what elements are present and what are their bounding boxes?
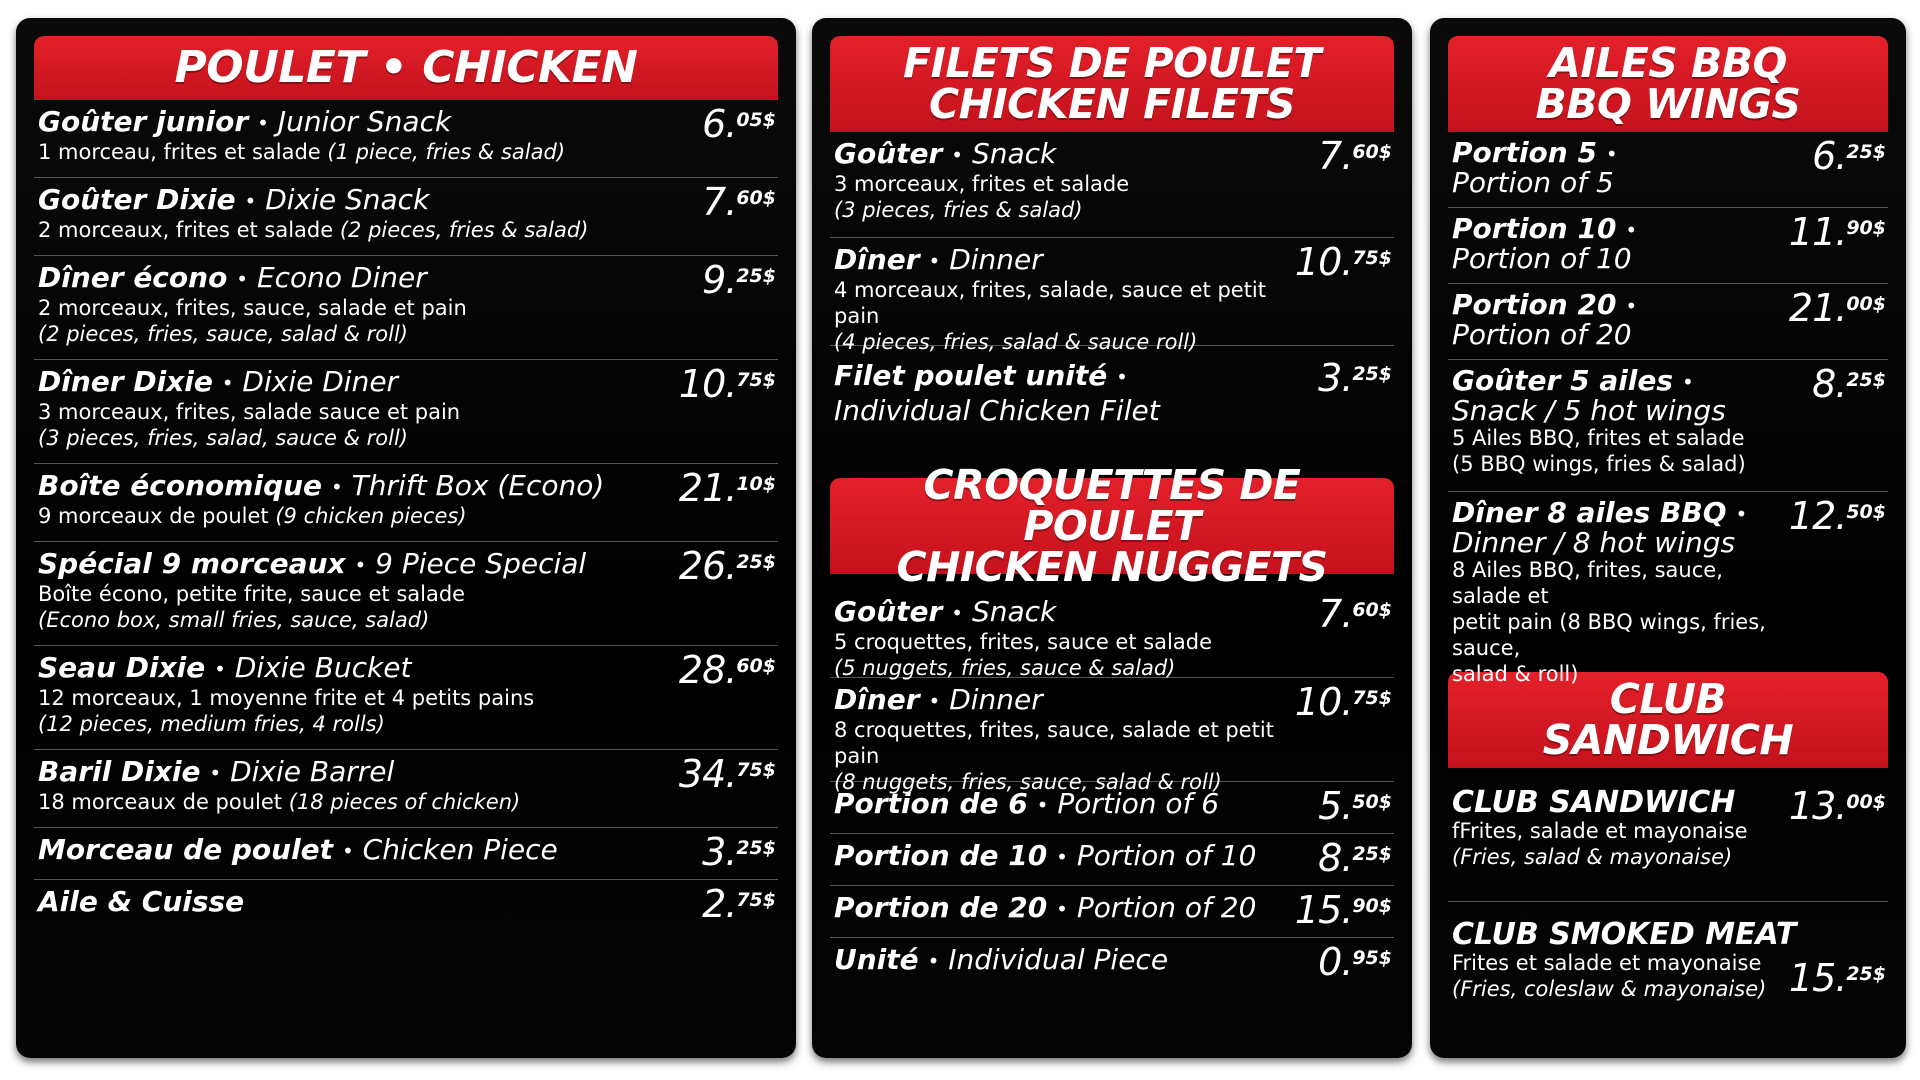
- club-header: [1448, 672, 1888, 768]
- item-price: 8.$^{25\$}$: [1318, 836, 1392, 880]
- club-title-2: SANDWICH: [1542, 716, 1794, 764]
- item-description-en: (8 nuggets, fries, sauce, salad & roll): [834, 770, 1222, 794]
- item-english-name: Dixie Diner: [242, 365, 399, 398]
- nuggets-title-fr: CROQUETTES DE POULET: [923, 460, 1301, 550]
- item-price: 11.$^{90\$}$: [1788, 210, 1886, 254]
- item-english-name: Portion of 20: [1452, 318, 1632, 351]
- item-description: 12 morceaux, 1 moyenne frite et 4 petits pains: [38, 686, 535, 710]
- item-name: Goûter: [834, 137, 943, 170]
- item-name: Portion de 10: [834, 839, 1048, 872]
- item-description: fFrites, salade et mayonaise: [1452, 819, 1748, 843]
- item-price: 0.$^{95\$}$: [1318, 940, 1392, 984]
- menu-item: Boîte économique • Thrift Box (Econo) 9 morceaux de poulet (9 chicken pieces) 21.$^{10\$}$: [34, 464, 778, 542]
- menu-item: Seau Dixie • Dixie Bucket 12 morceaux, 1 moyenne frite et 4 petits pains (12 pieces, medium fries, 4 rolls) 28.$^{60\$}$: [34, 646, 778, 750]
- item-name: Portion de 6: [834, 787, 1028, 820]
- item-description-en: (Fries, salad & mayonaise): [1452, 845, 1733, 869]
- menu-item: Goûter 5 ailes • Snack / 5 hot wings 5 Ailes BBQ, frites et salade (5 BBQ wings, fries & salad) 8.$^{25\$}$: [1448, 360, 1888, 492]
- item-name: Seau Dixie: [38, 651, 206, 684]
- item-price: 21.$^{10\$}$: [678, 466, 776, 510]
- menu-item: Portion de 6 • Portion of 6 5.$^{50\$}$: [830, 782, 1394, 834]
- menu-item: [1448, 768, 1888, 902]
- item-description-en: (1 piece, fries & salad): [327, 140, 566, 164]
- item-description: 2 morceaux, frites, sauce, salade et pain: [38, 296, 467, 320]
- menu-item: Dîner • Dinner 8 croquettes, frites, sauce, salade et petit pain (8 nuggets, fries, sauce, salad & roll) 10.$^{75\$}$: [830, 678, 1394, 782]
- menu-item: [1448, 902, 1888, 1032]
- item-description-en: (Fries, coleslaw & mayonaise): [1452, 977, 1767, 1001]
- item-description: 4 morceaux, frites, salade, sauce et petit pain: [834, 278, 1266, 328]
- item-description-en: (4 pieces, fries, salad & sauce roll): [834, 330, 1198, 354]
- item-price: 34.$^{75\$}$: [678, 752, 776, 796]
- menu-item: Dîner Dixie • Dixie Diner 3 morceaux, frites, salade sauce et pain (3 pieces, fries, salad, sauce & roll) 10.$^{75\$}$: [34, 360, 778, 464]
- chicken-header: [34, 36, 778, 100]
- item-english-name: Dinner: [949, 683, 1043, 716]
- item-description-en: (9 chicken pieces): [275, 504, 467, 528]
- item-name: Dîner: [834, 683, 920, 716]
- item-price: 6.$^{25\$}$: [1812, 134, 1886, 178]
- item-name: Unité: [834, 943, 919, 976]
- menu-item: Spécial 9 morceaux • 9 Piece Special Boîte écono, petite frite, sauce et salade (Econo box, small fries, sauce, salad) 26.$^{25\$}$: [34, 542, 778, 646]
- item-english-name: Portion of 10: [1076, 839, 1257, 872]
- item-price: 7.$^{60\$}$: [1318, 592, 1392, 636]
- menu-item: Unité • Individual Piece 0.$^{95\$}$: [834, 940, 1392, 984]
- item-price: 10.$^{75\$}$: [1294, 680, 1392, 724]
- item-price: 15.$^{25\$}$: [1788, 956, 1886, 1000]
- item-description: 2 morceaux, frites et salade: [38, 218, 340, 242]
- menu-item: [34, 880, 778, 932]
- item-price: 3.$^{25\$}$: [1318, 356, 1392, 400]
- item-description-en: (2 pieces, fries, sauce, salad & roll): [38, 322, 408, 346]
- menu-item: Goûter • Snack 3 morceaux, frites et salade (3 pieces, fries & salad) 7.$^{60\$}$: [830, 132, 1394, 238]
- menu-item: Portion 5 • Portion of 5 6.$^{25\$}$: [1448, 132, 1888, 208]
- item-price: 28.$^{60\$}$: [678, 648, 776, 692]
- item-price: 13.$^{00\$}$: [1788, 784, 1886, 828]
- item-description: 9 morceaux de poulet: [38, 504, 276, 528]
- item-price: 10.$^{75\$}$: [678, 362, 776, 406]
- item-description-en: (2 pieces, fries & salad): [339, 218, 589, 242]
- item-price: 2.$^{75\$}$: [702, 882, 776, 926]
- item-english-name: Portion of 6: [1057, 787, 1220, 820]
- item-english-name: Thrift Box (Econo): [351, 469, 605, 502]
- item-description: 5 croquettes, frites, sauce et salade: [834, 630, 1212, 654]
- filets-title-en: CHICKEN FILETS: [928, 80, 1295, 128]
- item-english-name: Dinner / 8 hot wings: [1452, 526, 1736, 559]
- item-english-name: Individual Chicken Filet: [834, 394, 1160, 427]
- item-price: 26.$^{25\$}$: [678, 544, 776, 588]
- item-english-name: Dixie Snack: [265, 183, 430, 216]
- menu-item: Portion 10 • Portion of 10 11.$^{90\$}$: [1448, 208, 1888, 284]
- item-english-name: Portion of 10: [1452, 242, 1632, 275]
- item-name: Dîner écono: [38, 261, 228, 294]
- item-description-2: petit pain (8 BBQ wings, fries, sauce,: [1452, 610, 1766, 660]
- item-english-name: Econo Diner: [256, 261, 427, 294]
- menu-item: Portion de 20 • Portion of 20 15.$^{90\$}$: [830, 886, 1394, 938]
- filets-nuggets-panel: [812, 18, 1412, 1058]
- item-description: 8 croquettes, frites, sauce, salade et petit pain: [834, 718, 1274, 768]
- item-price: 7.$^{60\$}$: [702, 180, 776, 224]
- item-description: 3 morceaux, frites et salade: [834, 172, 1130, 196]
- item-english-name: Portion of 5: [1452, 166, 1614, 199]
- item-english-name: Snack / 5 hot wings: [1452, 394, 1726, 427]
- item-name: Boîte économique: [38, 469, 323, 502]
- filets-items: [830, 132, 1394, 450]
- item-name: Dîner 8 ailes BBQ: [1452, 496, 1727, 529]
- item-description: 18 morceaux de poulet: [38, 790, 289, 814]
- item-description: 5 Ailes BBQ, frites et salade: [1452, 426, 1745, 450]
- item-name: Dîner: [834, 243, 920, 276]
- menu-item: Portion 20 • Portion of 20 21.$^{00\$}$: [1448, 284, 1888, 360]
- item-price: 9.$^{25\$}$: [702, 258, 776, 302]
- item-price: 21.$^{00\$}$: [1788, 286, 1886, 330]
- item-description-en: (12 pieces, medium fries, 4 rolls): [38, 712, 385, 736]
- item-price: 5.$^{50\$}$: [1318, 784, 1392, 828]
- club-title-1: CLUB: [1609, 675, 1727, 723]
- item-name: Portion 5: [1452, 136, 1597, 169]
- menu-item: Dîner 8 ailes BBQ • Dinner / 8 hot wings 8 Ailes BBQ, frites, sauce, salade et petit pain (8 BBQ wings, fries, sauce, salad & roll) 12.$^{50\$}$: [1452, 494, 1886, 686]
- menu-item: Goûter • Snack 5 croquettes, frites, sauce et salade (5 nuggets, fries, sauce & salad) 7.$^{60\$}$: [830, 574, 1394, 678]
- item-english-name: 9 Piece Special: [375, 547, 587, 580]
- item-english-name: Dinner: [949, 243, 1043, 276]
- nuggets-header: [830, 460, 1394, 591]
- menu-item: Dîner • Dinner 4 morceaux, frites, salade, sauce et petit pain (4 pieces, fries, salad & sauce roll) 10.$^{75\$}$: [830, 238, 1394, 346]
- item-description-en: (3 pieces, fries, salad, sauce & roll): [38, 426, 408, 450]
- item-name: Goûter 5 ailes: [1452, 364, 1674, 397]
- item-english-name: Portion of 20: [1076, 891, 1257, 924]
- menu-item: Baril Dixie • Dixie Barrel 18 morceaux de poulet (18 pieces of chicken) 34.$^{75\$}$: [34, 750, 778, 828]
- item-name: Baril Dixie: [38, 755, 201, 788]
- filets-title-fr: FILETS DE POULET: [903, 39, 1321, 87]
- item-price: 15.$^{90\$}$: [1294, 888, 1392, 932]
- item-english-name: Chicken Piece: [362, 833, 558, 866]
- menu-item: Filet poulet unité • Individual Chicken Filet 3.$^{25\$}$: [830, 346, 1394, 450]
- item-description: 3 morceaux, frites, salade sauce et pain: [38, 400, 461, 424]
- item-name: Spécial 9 morceaux: [38, 547, 346, 580]
- item-description-en: (18 pieces of chicken): [288, 790, 521, 814]
- item-price: 8.$^{25\$}$: [1812, 362, 1886, 406]
- item-description-en: (3 pieces, fries & salad): [834, 198, 1083, 222]
- nuggets-items: [830, 574, 1394, 990]
- item-description: Boîte écono, petite frite, sauce et salade: [38, 582, 466, 606]
- item-english-name: Dixie Bucket: [234, 651, 412, 684]
- menu-item: Portion de 10 • Portion of 10 8.$^{25\$}$: [830, 834, 1394, 886]
- item-name: Goûter: [834, 595, 943, 628]
- item-english-name: Snack: [971, 595, 1057, 628]
- item-english-name: Individual Piece: [948, 943, 1169, 976]
- item-name: Dîner Dixie: [38, 365, 213, 398]
- menu-item: Dîner écono • Econo Diner 2 morceaux, frites, sauce, salade et pain (2 pieces, fries, sauce, salad & roll) 9.$^{25\$}$: [34, 256, 778, 360]
- item-english-name: Dixie Barrel: [230, 755, 395, 788]
- chicken-items: [34, 100, 778, 932]
- wings-club-panel: [1430, 18, 1906, 1058]
- item-name: CLUB SMOKED MEAT: [1452, 917, 1797, 952]
- item-name: Goûter Dixie: [38, 183, 236, 216]
- chicken-menu-panel: [16, 18, 796, 1058]
- wings-header: [1448, 36, 1888, 132]
- item-name: Portion 20: [1452, 288, 1617, 321]
- item-name: Portion de 20: [834, 891, 1048, 924]
- item-price: 10.$^{75\$}$: [1294, 240, 1392, 284]
- menu-item: Goûter junior • Junior Snack 1 morceau, frites et salade (1 piece, fries & salad) 6.$^{05\$}$: [34, 100, 778, 178]
- nuggets-title-en: CHICKEN NUGGETS: [896, 542, 1328, 591]
- item-name: Goûter junior: [38, 105, 249, 138]
- item-english-name: Junior Snack: [277, 105, 452, 138]
- chicken-title: POULET • CHICKEN: [174, 42, 638, 93]
- item-description: 8 Ailes BBQ, frites, sauce, salade et: [1452, 558, 1723, 608]
- item-description: Frites et salade et mayonaise: [1452, 951, 1762, 975]
- filets-header: [830, 36, 1394, 132]
- item-name: Morceau de poulet: [38, 833, 334, 866]
- item-price: 12.$^{50\$}$: [1788, 494, 1886, 538]
- menu-item: Morceau de poulet • Chicken Piece 3.$^{25\$}$: [34, 828, 778, 880]
- item-name: CLUB SANDWICH: [1452, 785, 1736, 820]
- item-description-en: (5 BBQ wings, fries & salad): [1452, 452, 1746, 476]
- item-description-en: (Econo box, small fries, sauce, salad): [38, 608, 430, 632]
- item-name: Aile & Cuisse: [38, 885, 245, 918]
- item-name: Filet poulet unité: [834, 359, 1108, 392]
- wings-title-fr: AILES BBQ: [1549, 39, 1787, 87]
- wings-items: [1448, 132, 1888, 686]
- item-price: 3.$^{25\$}$: [702, 830, 776, 874]
- item-description: 1 morceau, frites et salade: [38, 140, 328, 164]
- item-name: Portion 10: [1452, 212, 1617, 245]
- item-english-name: Snack: [971, 137, 1057, 170]
- item-description-3: salad & roll): [1452, 662, 1579, 686]
- item-price: 7.$^{60\$}$: [1318, 134, 1392, 178]
- wings-title-en: BBQ WINGS: [1535, 80, 1801, 128]
- item-price: 6.$^{05\$}$: [702, 102, 776, 146]
- club-items: [1448, 768, 1888, 1032]
- menu-item: Goûter Dixie • Dixie Snack 2 morceaux, frites et salade (2 pieces, fries & salad) 7.$^{60\$}$: [34, 178, 778, 256]
- item-description-en: (5 nuggets, fries, sauce & salad): [834, 656, 1176, 680]
